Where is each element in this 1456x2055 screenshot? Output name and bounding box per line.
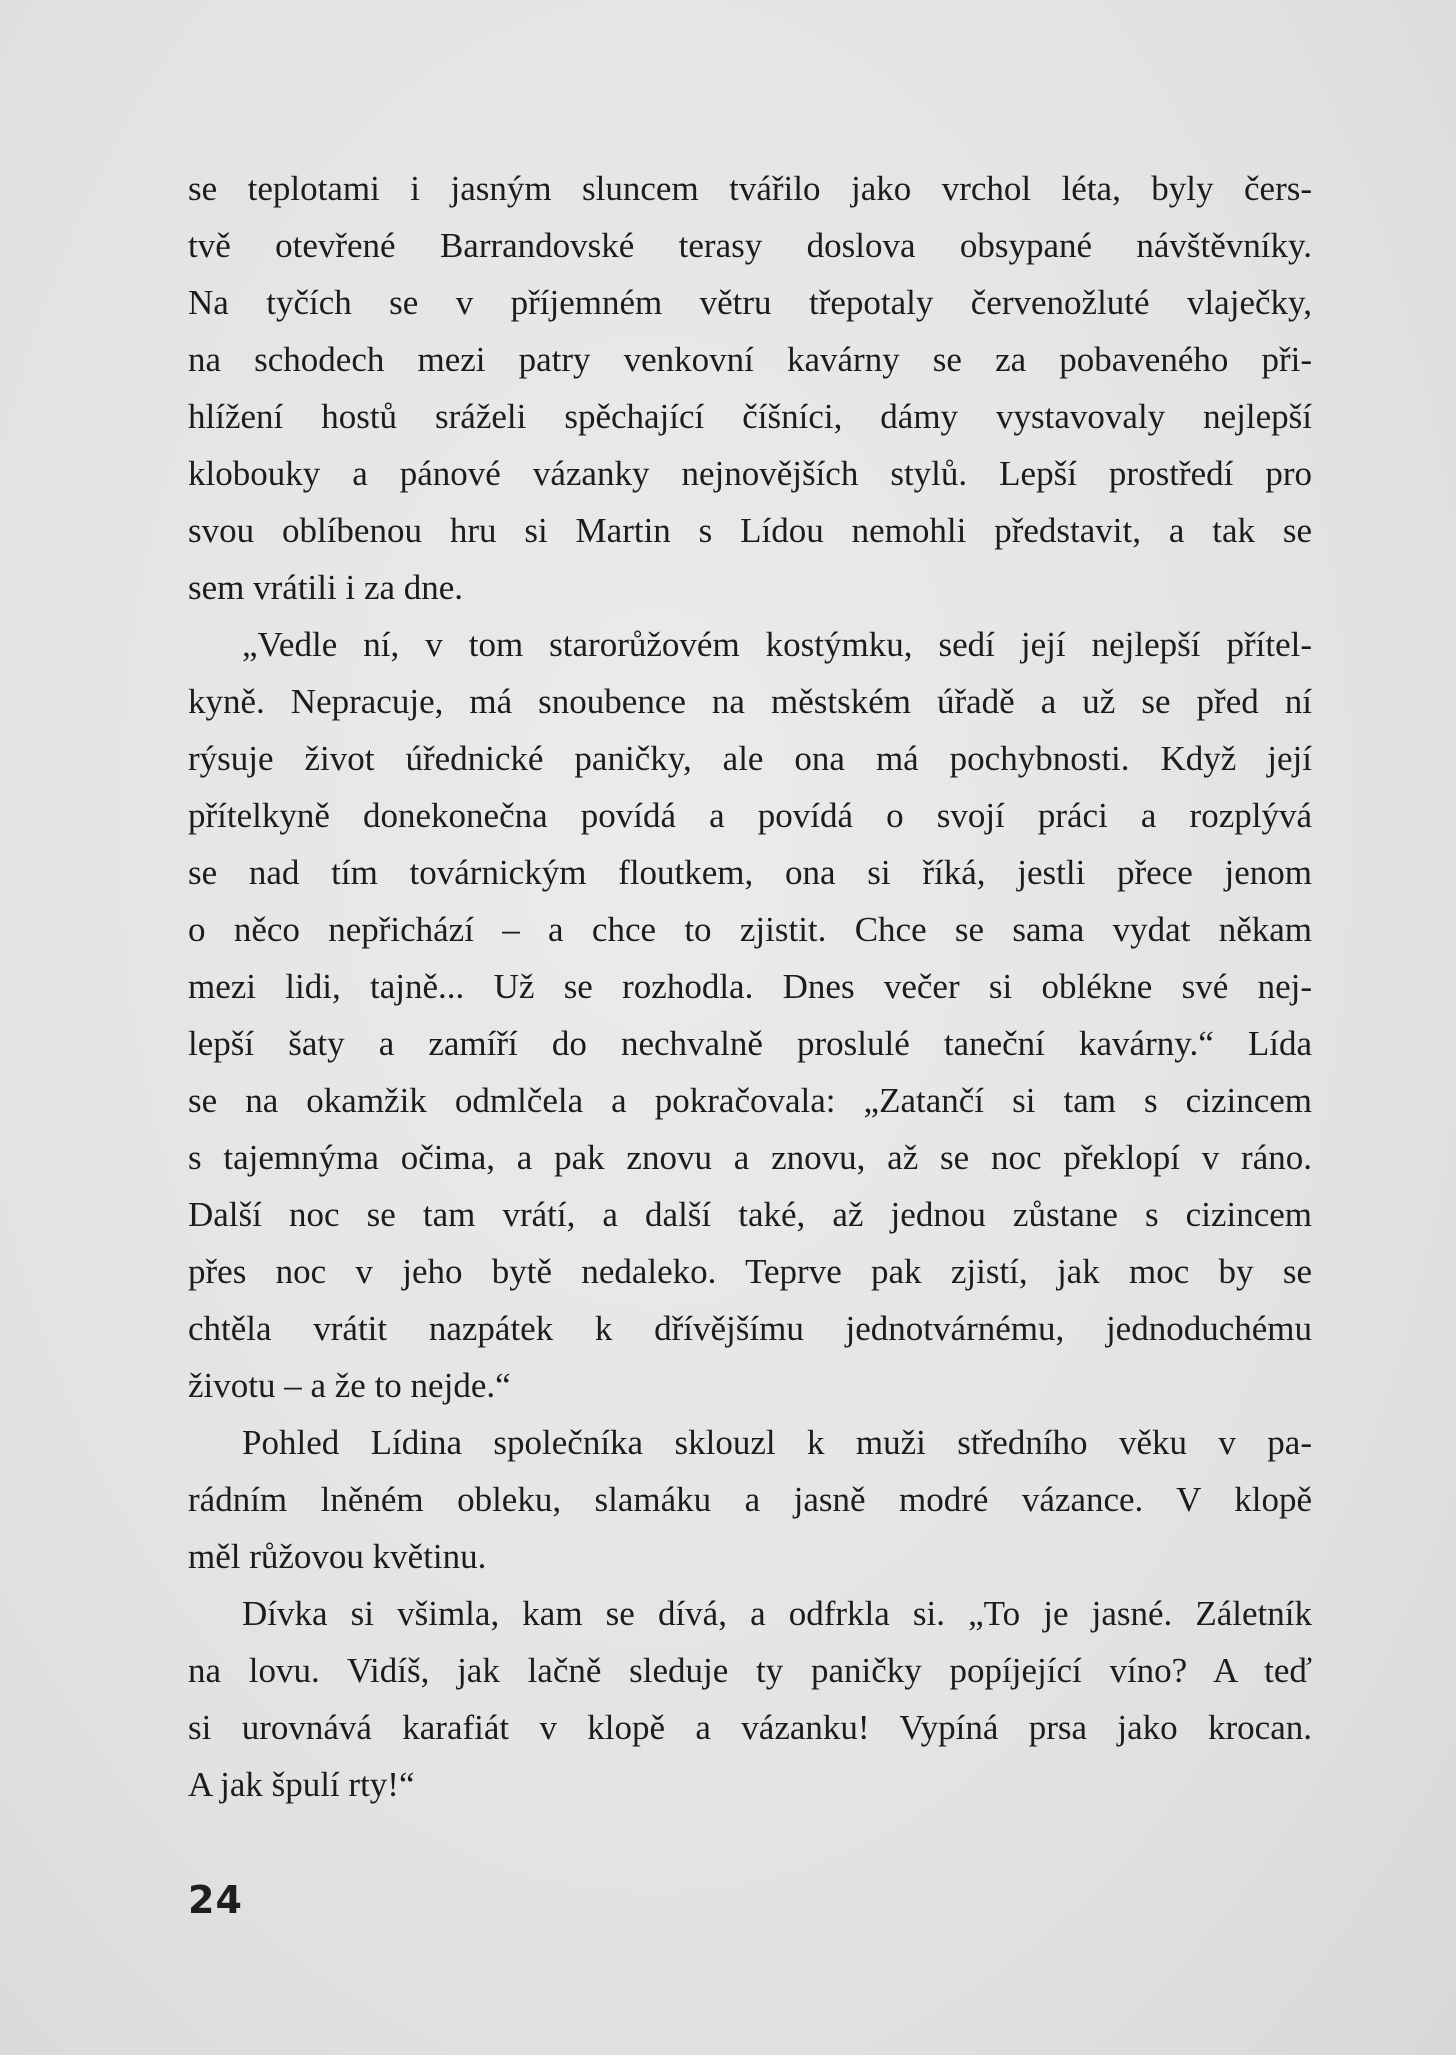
text-line: přes noc v jeho bytě nedaleko. Teprve pak zjistí, jak moc by se	[188, 1252, 1312, 1291]
text-line: mezi lidi, tajně... Už se rozhodla. Dnes večer si oblékne své nej-	[188, 967, 1312, 1006]
text-line: tvě otevřené Barrandovské terasy doslova obsypané návštěvníky.	[188, 226, 1312, 265]
text-line: o něco nepřichází – a chce to zjistit. Chce se sama vydat někam	[188, 910, 1312, 949]
paragraph-2	[188, 616, 1312, 1414]
body-text	[188, 160, 1312, 1813]
text-line: s tajemnýma očima, a pak znovu a znovu, až se noc překlopí v ráno.	[188, 1138, 1312, 1177]
page-number: 24	[188, 1878, 243, 1922]
text-line: životu – a že to nejde.“	[188, 1366, 511, 1405]
text-line: přítelkyně donekonečna povídá a povídá o svojí práci a rozplývá	[188, 796, 1312, 835]
text-line: Dívka si všimla, kam se dívá, a odfrkla si. „To je jasné. Záletník	[242, 1594, 1312, 1633]
text-line: Další noc se tam vrátí, a další také, až jednou zůstane s cizincem	[188, 1195, 1312, 1234]
text-line: rádním lněném obleku, slamáku a jasně modré vázance. V klopě	[188, 1480, 1312, 1519]
text-line: hlížení hostů sráželi spěchající číšníci, dámy vystavovaly nejlepší	[188, 397, 1312, 436]
text-line: sem vrátili i za dne.	[188, 568, 464, 607]
text-line: rýsuje život úřednické paničky, ale ona má pochybnosti. Když její	[188, 739, 1312, 778]
text-line: klobouky a pánové vázanky nejnovějších stylů. Lepší prostředí pro	[188, 454, 1312, 493]
text-line: se na okamžik odmlčela a pokračovala: „Zatančí si tam s cizincem	[188, 1081, 1312, 1120]
text-line: chtěla vrátit nazpátek k dřívějšímu jednotvárnému, jednoduchému	[188, 1309, 1312, 1348]
text-line: na schodech mezi patry venkovní kavárny se za pobaveného při-	[188, 340, 1312, 379]
text-line: si urovnává karafiát v klopě a vázanku! Vypíná prsa jako krocan.	[188, 1708, 1312, 1747]
text-line: Pohled Lídina společníka sklouzl k muži středního věku v pa-	[242, 1423, 1312, 1462]
text-line: měl růžovou květinu.	[188, 1537, 487, 1576]
text-line: svou oblíbenou hru si Martin s Lídou nemohli představit, a tak se	[188, 511, 1312, 550]
text-line: se teplotami i jasným sluncem tvářilo jako vrchol léta, byly čers-	[188, 169, 1312, 208]
text-line: Na tyčích se v příjemném větru třepotaly červenožluté vlaječky,	[188, 283, 1312, 322]
text-line: kyně. Nepracuje, má snoubence na městském úřadě a už se před ní	[188, 682, 1312, 721]
text-line: se nad tím továrnickým floutkem, ona si říká, jestli přece jenom	[188, 853, 1312, 892]
text-line: A jak špulí rty!“	[188, 1765, 415, 1804]
text-line: na lovu. Vidíš, jak lačně sleduje ty paničky popíjející víno? A teď	[188, 1651, 1312, 1690]
text-line: lepší šaty a zamíří do nechvalně proslulé taneční kavárny.“ Lída	[188, 1024, 1312, 1063]
paragraph-1	[188, 160, 1312, 616]
paragraph-4	[188, 1585, 1312, 1813]
text-line: „Vedle ní, v tom starorůžovém kostýmku, sedí její nejlepší přítel-	[242, 625, 1312, 664]
paragraph-3	[188, 1414, 1312, 1585]
